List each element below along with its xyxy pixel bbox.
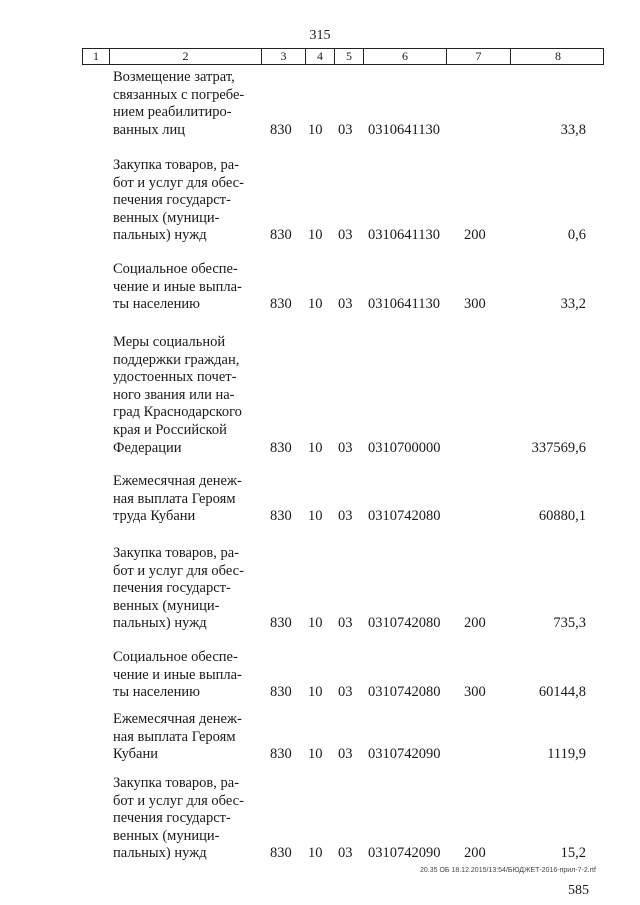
row-sum: 33,8 <box>560 122 586 138</box>
row-gr: 830 <box>270 684 292 700</box>
budget-table-body <box>0 69 640 870</box>
row-sum: 15,2 <box>560 845 586 861</box>
row-gr: 830 <box>270 122 292 138</box>
row-rz: 10 <box>308 746 323 762</box>
header-col-8: 8 <box>555 49 561 63</box>
header-col-5: 5 <box>335 49 364 64</box>
row-rz: 10 <box>308 684 323 700</box>
row-cs: 0310700000 <box>368 440 441 456</box>
header-col-2: 2 <box>110 49 262 64</box>
table-row <box>0 545 640 649</box>
row-rz: 10 <box>308 508 323 524</box>
row-gr: 830 <box>270 615 292 631</box>
row-pr: 03 <box>338 122 353 138</box>
row-sum: 735,3 <box>553 615 586 631</box>
footer-file-stamp: 20.35 ОБ 18.12.2015/13:54/БЮДЖЕТ-2016-прил-7-2.rtf <box>420 867 596 874</box>
row-cs: 0310742080 <box>368 684 441 700</box>
row-description: Закупка товаров, ра- бот и услуг для обес- печения государст- венных (муници- пальных) нужд <box>113 157 244 244</box>
row-sum: 33,2 <box>560 296 586 312</box>
row-gr: 830 <box>270 296 292 312</box>
row-cs: 0310742080 <box>368 508 441 524</box>
row-rz: 10 <box>308 845 323 861</box>
row-description: Ежемесячная денеж- ная выплата Героям труда Кубани <box>113 473 242 525</box>
row-rz: 10 <box>308 440 323 456</box>
row-description: Возмещение затрат, связанных с погребе- нием реабилитиро- ванных лиц <box>113 69 245 138</box>
table-row <box>0 69 640 157</box>
table-row <box>0 334 640 473</box>
table-row <box>0 711 640 775</box>
row-rz: 10 <box>308 122 323 138</box>
row-sum: 337569,6 <box>531 440 586 456</box>
table-header <box>82 48 604 65</box>
table-row <box>0 775 640 870</box>
row-pr: 03 <box>338 845 353 861</box>
row-pr: 03 <box>338 296 353 312</box>
row-description: Социальное обеспе- чение и иные выпла- ты населению <box>113 649 242 701</box>
row-vr: 300 <box>464 296 486 312</box>
table-row <box>0 649 640 711</box>
row-cs: 0310742090 <box>368 746 441 762</box>
row-pr: 03 <box>338 227 353 243</box>
header-col-6: 6 <box>364 49 447 64</box>
table-row <box>0 261 640 334</box>
row-gr: 830 <box>270 746 292 762</box>
row-description: Социальное обеспе- чение и иные выпла- ты населению <box>113 261 242 313</box>
row-sum: 60880,1 <box>538 508 586 524</box>
row-pr: 03 <box>338 440 353 456</box>
row-rz: 10 <box>308 227 323 243</box>
row-vr: 200 <box>464 845 486 861</box>
row-sum: 0,6 <box>567 227 586 243</box>
row-pr: 03 <box>338 508 353 524</box>
header-col-1: 1 <box>83 49 110 64</box>
row-pr: 03 <box>338 615 353 631</box>
header-col-7: 7 <box>447 49 511 64</box>
row-vr: 200 <box>464 227 486 243</box>
row-rz: 10 <box>308 615 323 631</box>
page-number-bottom: 585 <box>568 883 589 898</box>
row-gr: 830 <box>270 227 292 243</box>
header-col-3: 3 <box>262 49 306 64</box>
row-cs: 0310742080 <box>368 615 441 631</box>
row-sum: 1119,9 <box>547 746 586 762</box>
row-description: Ежемесячная денеж- ная выплата Героям Кубани <box>113 711 242 763</box>
row-rz: 10 <box>308 296 323 312</box>
row-cs: 0310742090 <box>368 845 441 861</box>
row-vr: 200 <box>464 615 486 631</box>
row-description: Меры социальной поддержки граждан, удостоенных почет- ного звания или на- град Краснодарского края и Российской Федерации <box>113 334 242 456</box>
row-description: Закупка товаров, ра- бот и услуг для обес- печения государст- венных (муници- пальных) нужд <box>113 775 244 862</box>
header-col-4: 4 <box>306 49 335 64</box>
table-row <box>0 157 640 261</box>
row-cs: 0310641130 <box>368 122 440 138</box>
row-gr: 830 <box>270 440 292 456</box>
row-gr: 830 <box>270 845 292 861</box>
row-vr: 300 <box>464 684 486 700</box>
row-description: Закупка товаров, ра- бот и услуг для обес- печения государст- венных (муници- пальных) нужд <box>113 545 244 632</box>
row-gr: 830 <box>270 508 292 524</box>
page-number-top: 315 <box>309 28 331 43</box>
table-row <box>0 473 640 545</box>
row-pr: 03 <box>338 684 353 700</box>
row-pr: 03 <box>338 746 353 762</box>
row-sum: 60144,8 <box>538 684 586 700</box>
row-cs: 0310641130 <box>368 227 440 243</box>
row-cs: 0310641130 <box>368 296 440 312</box>
